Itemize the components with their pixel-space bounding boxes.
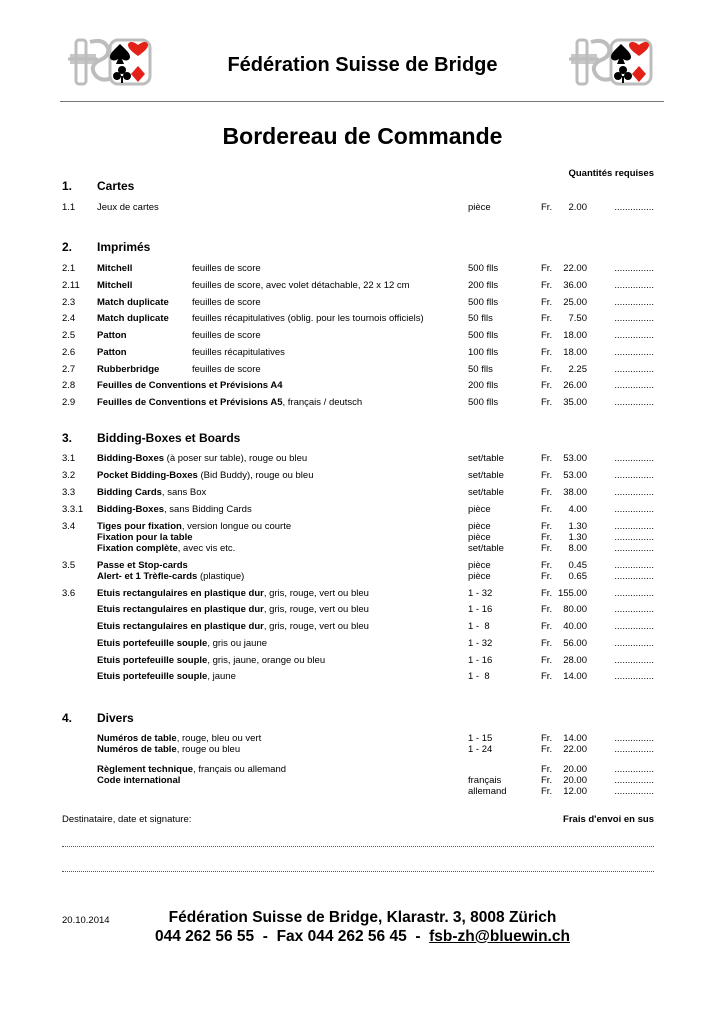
item-price: 14.00 (563, 671, 587, 682)
item-price: 56.00 (563, 638, 587, 649)
item-description: feuilles récapitulatives (192, 347, 285, 358)
item-price: 20.00 (563, 775, 587, 786)
footer-separator: - (262, 928, 268, 945)
item-currency: Fr. (541, 655, 553, 666)
item-price: 18.00 (563, 347, 587, 358)
item-unit: set/table (468, 543, 504, 554)
item-price: 26.00 (563, 380, 587, 391)
item-currency: Fr. (541, 380, 553, 391)
item-unit: pièce (468, 560, 491, 571)
item-name-bold: Feuilles de Conventions et Prévisions A4 (97, 380, 283, 391)
item-number: 2.5 (62, 330, 76, 341)
footer-address: Fédération Suisse de Bridge, Klarastr. 3, 8008 Zürich (168, 909, 557, 926)
quantity-field[interactable]: ............... (614, 470, 654, 481)
item-name-bold: Mitchell (97, 263, 133, 274)
item-unit: allemand (468, 786, 507, 797)
item-unit: 1 - 32 (468, 638, 493, 649)
quantity-field[interactable]: ............... (614, 744, 654, 755)
item-name-rest: , gris ou jaune (207, 638, 268, 649)
section-number: 1. (62, 179, 73, 193)
quantity-field[interactable]: ............... (614, 543, 654, 554)
item-price: 8.00 (568, 543, 587, 554)
item-price: 35.00 (563, 397, 587, 408)
quantity-field[interactable]: ............... (614, 571, 654, 582)
item-name-bold: Bidding-Boxes (97, 453, 165, 464)
item-name (97, 543, 235, 554)
item-price: 36.00 (563, 280, 587, 291)
quantity-field[interactable]: ............... (614, 280, 654, 291)
section-title: Cartes (97, 179, 135, 193)
item-name (97, 671, 236, 682)
item-unit: 50 flls (468, 313, 493, 324)
item-name-bold: Bidding-Boxes (97, 504, 165, 515)
item-currency: Fr. (541, 786, 553, 797)
org-title: Fédération Suisse de Bridge (227, 54, 498, 76)
item-unit: set/table (468, 453, 504, 464)
quantity-field[interactable]: ............... (614, 588, 654, 599)
item-number: 2.9 (62, 397, 76, 408)
item-name-rest: (à poser sur table), rouge ou bleu (164, 453, 308, 464)
item-name (97, 202, 159, 213)
item-name-bold: Fixation pour la table (97, 532, 193, 543)
item-name-rest: (plastique) (197, 571, 245, 582)
item-unit: pièce (468, 521, 491, 532)
footer-contact (0, 928, 725, 946)
item-currency: Fr. (541, 638, 553, 649)
item-name-bold: Etuis rectangulaires en plastique dur (97, 604, 264, 615)
quantity-field[interactable]: ............... (614, 604, 654, 615)
item-price: 1.30 (568, 532, 587, 543)
item-name (97, 521, 291, 532)
item-number: 1.1 (62, 202, 76, 213)
item-number: 3.2 (62, 470, 76, 481)
item-currency: Fr. (541, 671, 553, 682)
item-number: 2.6 (62, 347, 76, 358)
quantity-field[interactable]: ............... (614, 397, 654, 408)
item-unit: set/table (468, 487, 504, 498)
footer-separator: - (415, 928, 421, 945)
quantity-field[interactable]: ............... (614, 764, 654, 775)
item-name (97, 621, 369, 632)
item-name-bold: Règlement technique (97, 764, 194, 775)
item-name (97, 571, 244, 582)
item-price: 40.00 (563, 621, 587, 632)
item-price: 14.00 (563, 733, 587, 744)
quantity-field[interactable]: ............... (614, 380, 654, 391)
item-currency: Fr. (541, 364, 553, 375)
item-currency: Fr. (541, 560, 553, 571)
document-date: 20.10.2014 (62, 915, 110, 926)
item-unit: 1 - 8 (468, 621, 490, 632)
item-name-rest: , jaune (207, 671, 236, 682)
item-name (97, 347, 127, 358)
quantity-field[interactable]: ............... (614, 364, 654, 375)
item-number: 2.4 (62, 313, 76, 324)
item-unit: pièce (468, 571, 491, 582)
item-name-bold: Tiges pour fixation (97, 521, 182, 532)
item-price: 25.00 (563, 297, 587, 308)
item-name (97, 775, 180, 786)
quantity-field[interactable]: ............... (614, 532, 654, 543)
item-number: 3.4 (62, 521, 76, 532)
quantity-field[interactable]: ............... (614, 786, 654, 797)
item-name (97, 330, 127, 341)
item-unit: 200 flls (468, 280, 499, 291)
item-currency: Fr. (541, 397, 553, 408)
item-name (97, 638, 267, 649)
item-number: 3.3.1 (62, 504, 84, 515)
item-currency: Fr. (541, 733, 553, 744)
item-number: 2.8 (62, 380, 76, 391)
item-price: 155.00 (557, 588, 587, 599)
item-name-bold: Mitchell (97, 280, 133, 291)
item-price: 2.00 (568, 202, 587, 213)
item-name (97, 588, 369, 599)
item-price: 18.00 (563, 330, 587, 341)
item-name-bold: Pocket Bidding-Boxes (97, 470, 198, 481)
quantity-field[interactable]: ............... (614, 330, 654, 341)
item-unit: 500 flls (468, 397, 499, 408)
item-price: 53.00 (563, 453, 587, 464)
item-name-bold: Code international (97, 775, 181, 786)
item-name-bold: Alert- et 1 Trèfle-cards (97, 571, 198, 582)
quantity-field[interactable]: ............... (614, 560, 654, 571)
item-price: 38.00 (563, 487, 587, 498)
quantities-label: Quantités requises (568, 168, 654, 179)
item-price: 4.00 (568, 504, 587, 515)
recipient-label: Destinataire, date et signature: (62, 814, 192, 825)
quantity-field[interactable]: ............... (614, 504, 654, 515)
quantity-field[interactable]: ............... (614, 297, 654, 308)
quantity-field[interactable]: ............... (614, 453, 654, 464)
item-name (97, 364, 159, 375)
item-name-rest: , gris, jaune, orange ou bleu (207, 655, 326, 666)
item-name (97, 733, 261, 744)
item-name-rest: (Bid Buddy), rouge ou bleu (197, 470, 314, 481)
item-unit: 200 flls (468, 380, 499, 391)
item-unit: 1 - 16 (468, 655, 493, 666)
item-name-rest: , français ou allemand (193, 764, 287, 775)
item-currency: Fr. (541, 532, 553, 543)
item-name-bold: Rubberbridge (97, 364, 160, 375)
item-currency: Fr. (541, 470, 553, 481)
item-name (97, 280, 132, 291)
signature-line-2[interactable] (62, 871, 654, 872)
item-name (97, 764, 286, 775)
item-name (97, 604, 369, 615)
item-name (97, 453, 307, 464)
shipping-note: Frais d'envoi en sus (563, 814, 654, 825)
quantity-field[interactable]: ............... (614, 347, 654, 358)
item-price: 1.30 (568, 521, 587, 532)
item-name (97, 263, 132, 274)
item-price: 0.65 (568, 571, 587, 582)
item-name (97, 380, 282, 391)
item-currency: Fr. (541, 571, 553, 582)
item-unit: 1 - 24 (468, 744, 493, 755)
item-currency: Fr. (541, 313, 553, 324)
item-number: 2.7 (62, 364, 76, 375)
quantity-field[interactable]: ............... (614, 638, 654, 649)
item-price: 80.00 (563, 604, 587, 615)
quantity-field[interactable]: ............... (614, 521, 654, 532)
item-name-rest: , français / deutsch (282, 397, 363, 408)
item-unit: 50 flls (468, 364, 493, 375)
item-name (97, 470, 313, 481)
item-description: feuilles de score, avec volet détachable, 22 x 12 cm (192, 280, 410, 291)
section-title: Divers (97, 711, 134, 725)
item-name (97, 397, 362, 408)
header-rule (60, 101, 664, 102)
item-unit: français (468, 775, 502, 786)
item-name-bold: Numéros de table (97, 733, 177, 744)
item-name-rest: , rouge, bleu ou vert (176, 733, 262, 744)
item-currency: Fr. (541, 453, 553, 464)
item-name-bold: Etuis portefeuille souple (97, 671, 208, 682)
quantity-field[interactable]: ............... (614, 671, 654, 682)
quantity-field[interactable]: ............... (614, 621, 654, 632)
signature-line-1[interactable] (62, 846, 654, 847)
item-currency: Fr. (541, 621, 553, 632)
item-name-bold: Etuis rectangulaires en plastique dur (97, 621, 264, 632)
item-currency: Fr. (541, 588, 553, 599)
item-currency: Fr. (541, 521, 553, 532)
quantity-field[interactable]: ............... (614, 263, 654, 274)
item-price: 28.00 (563, 655, 587, 666)
item-price: 22.00 (563, 263, 587, 274)
item-unit: 1 - 15 (468, 733, 493, 744)
item-currency: Fr. (541, 347, 553, 358)
item-unit: 1 - 32 (468, 588, 493, 599)
item-name-bold: Numéros de table (97, 744, 177, 755)
item-name-rest: , gris, rouge, vert ou bleu (263, 588, 369, 599)
item-number: 2.11 (62, 280, 80, 291)
item-name-bold: Match duplicate (97, 313, 169, 324)
item-unit: 500 flls (468, 330, 499, 341)
item-name-rest: , avec vis etc. (177, 543, 236, 554)
item-unit: 1 - 16 (468, 604, 493, 615)
item-number: 3.5 (62, 560, 76, 571)
item-currency: Fr. (541, 543, 553, 554)
item-name-bold: Bidding Cards (97, 487, 162, 498)
item-price: 22.00 (563, 744, 587, 755)
section-number: 2. (62, 240, 73, 254)
item-name-bold: Feuilles de Conventions et Prévisions A5 (97, 397, 283, 408)
item-number: 2.3 (62, 297, 76, 308)
item-currency: Fr. (541, 330, 553, 341)
item-description: feuilles de score (192, 364, 261, 375)
footer-fax: Fax 044 262 56 45 (276, 928, 407, 945)
quantity-field[interactable]: ............... (614, 733, 654, 744)
document-title: Bordereau de Commande (222, 123, 503, 149)
item-name-bold: Etuis portefeuille souple (97, 655, 208, 666)
item-currency: Fr. (541, 297, 553, 308)
item-name-bold: Patton (97, 347, 127, 358)
item-currency: Fr. (541, 263, 553, 274)
item-name-rest: , version longue ou courte (181, 521, 292, 532)
section-title: Bidding-Boxes et Boards (97, 431, 241, 445)
item-unit: 500 flls (468, 297, 499, 308)
quantity-field[interactable]: ............... (614, 487, 654, 498)
item-name-rest: , gris, rouge, vert ou bleu (263, 621, 369, 632)
item-name-rest: , sans Box (161, 487, 207, 498)
item-name-bold: Passe et Stop-cards (97, 560, 188, 571)
item-price: 20.00 (563, 764, 587, 775)
item-name (97, 532, 193, 543)
quantity-field[interactable]: ............... (614, 775, 654, 786)
item-name-rest: , rouge ou bleu (176, 744, 241, 755)
section-title: Imprimés (97, 240, 151, 254)
quantity-field[interactable]: ............... (614, 202, 654, 213)
item-number: 3.3 (62, 487, 76, 498)
item-name (97, 487, 206, 498)
item-unit: 1 - 8 (468, 671, 490, 682)
item-number: 3.6 (62, 588, 76, 599)
item-name (97, 313, 169, 324)
item-unit: pièce (468, 202, 491, 213)
item-name-rest: Jeux de cartes (97, 202, 159, 213)
item-unit: 100 flls (468, 347, 499, 358)
item-name-rest: , gris, rouge, vert ou bleu (263, 604, 369, 615)
item-description: feuilles de score (192, 297, 261, 308)
quantity-field[interactable]: ............... (614, 655, 654, 666)
item-currency: Fr. (541, 487, 553, 498)
item-name (97, 655, 325, 666)
item-name (97, 560, 188, 571)
item-currency: Fr. (541, 764, 553, 775)
item-number: 2.1 (62, 263, 76, 274)
item-name-bold: Etuis portefeuille souple (97, 638, 208, 649)
item-unit: 500 flls (468, 263, 499, 274)
item-unit: set/table (468, 470, 504, 481)
item-name-rest: , sans Bidding Cards (164, 504, 252, 515)
item-price: 53.00 (563, 470, 587, 481)
item-unit: pièce (468, 532, 491, 543)
item-price: 0.45 (568, 560, 587, 571)
item-price: 7.50 (568, 313, 587, 324)
item-name-bold: Patton (97, 330, 127, 341)
section-number: 4. (62, 711, 73, 725)
item-currency: Fr. (541, 604, 553, 615)
item-name (97, 297, 169, 308)
item-price: 2.25 (568, 364, 587, 375)
item-currency: Fr. (541, 504, 553, 515)
footer-email-link[interactable]: fsb-zh@bluewin.ch (429, 928, 570, 945)
item-description: feuilles récapitulatives (oblig. pour les tournois officiels) (192, 313, 424, 324)
item-description: feuilles de score (192, 330, 261, 341)
item-price: 12.00 (563, 786, 587, 797)
item-description: feuilles de score (192, 263, 261, 274)
item-name-bold: Fixation complète (97, 543, 178, 554)
item-name (97, 744, 240, 755)
item-currency: Fr. (541, 280, 553, 291)
item-currency: Fr. (541, 202, 553, 213)
quantity-field[interactable]: ............... (614, 313, 654, 324)
item-name-bold: Match duplicate (97, 297, 169, 308)
footer-phone: 044 262 56 55 (155, 928, 255, 945)
item-currency: Fr. (541, 744, 553, 755)
item-name (97, 504, 252, 515)
item-currency: Fr. (541, 775, 553, 786)
item-name-bold: Etuis rectangulaires en plastique dur (97, 588, 264, 599)
item-number: 3.1 (62, 453, 76, 464)
section-number: 3. (62, 431, 73, 445)
item-unit: pièce (468, 504, 491, 515)
